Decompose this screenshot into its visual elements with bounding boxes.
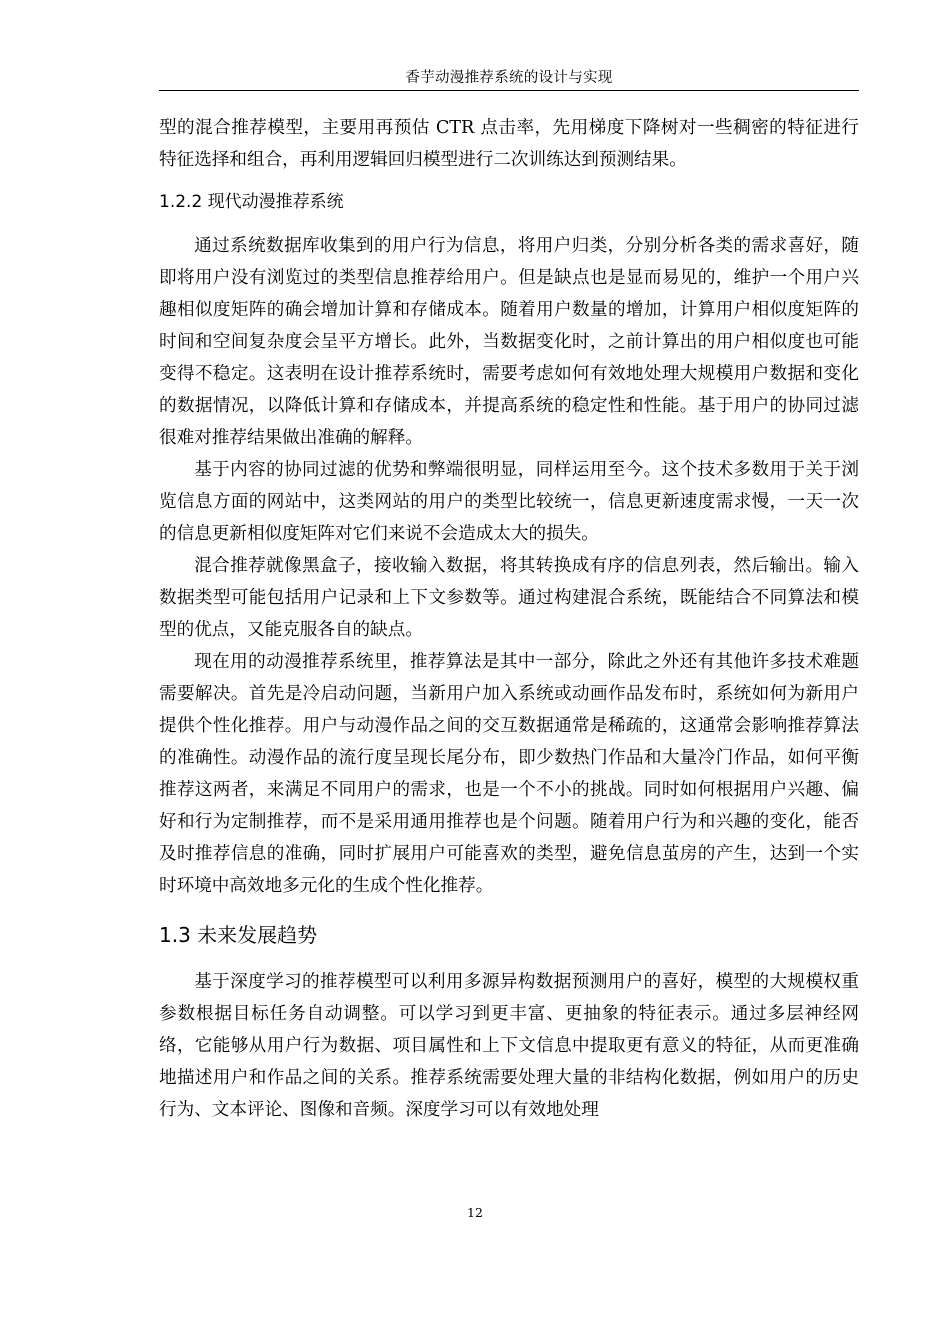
continued-paragraph: 型的混合推荐模型，主要用再预估 CTR 点击率，先用梯度下降树对一些稠密的特征进行特征选择和组合，再利用逻辑回归模型进行二次训练达到预测结果。 bbox=[159, 118, 859, 170]
body-paragraph: 通过系统数据库收集到的用户行为信息，将用户归类，分别分析各类的需求喜好，随即将用户没有浏览过的类型信息推荐给用户。但是缺点也是显而易见的，维护一个用户兴趣相似度矩阵的确会增加计算和存储成本。随着用户数量的增加，计算用户相似度矩阵的时间和空间复杂度会呈平方增长。此外，当数据变化时，之前计算出的用户相似度也可能变得不稳定。这表明在设计推荐系统时，需要考虑如何有效地处理大规模用户数据和变化的数据情况，以降低计算和存储成本，并提高系统的稳定性和性能。基于用户的协同过滤很难对推荐结果做出准确的解释。 bbox=[159, 236, 859, 448]
section-heading-1-2-2: 1.2.2 现代动漫推荐系统 bbox=[159, 192, 344, 212]
running-header: 香芋动漫推荐系统的设计与实现 bbox=[405, 70, 613, 86]
page-body bbox=[159, 112, 859, 1126]
body-paragraph: 现在用的动漫推荐系统里，推荐算法是其中一部分，除此之外还有其他许多技术难题需要解决。首先是冷启动问题，当新用户加入系统或动画作品发布时，系统如何为新用户提供个性化推荐。用户与动漫作品之间的交互数据通常是稀疏的，这通常会影响推荐算法的准确性。动漫作品的流行度呈现长尾分布，即少数热门作品和大量冷门作品，如何平衡推荐这两者，来满足不同用户的需求，也是一个不小的挑战。同时如何根据用户兴趣、偏好和行为定制推荐，而不是采用通用推荐也是个问题。随着用户行为和兴趣的变化，能否及时推荐信息的准确，同时扩展用户可能喜欢的类型，避免信息茧房的产生，达到一个实时环境中高效地多元化的生成个性化推荐。 bbox=[159, 652, 859, 896]
header-rule bbox=[159, 90, 859, 91]
body-paragraph: 基于深度学习的推荐模型可以利用多源异构数据预测用户的喜好，模型的大规模权重参数根据目标任务自动调整。可以学习到更丰富、更抽象的特征表示。通过多层神经网络，它能够从用户行为数据、项目属性和上下文信息中提取更有意义的特征，从而更准确地描述用户和作品之间的关系。推荐系统需要处理大量的非结构化数据，例如用户的历史行为、文本评论、图像和音频。深度学习可以有效地处理 bbox=[159, 972, 859, 1120]
section-heading-1-3: 1.3 未来发展趋势 bbox=[159, 923, 318, 947]
page-number: 12 bbox=[467, 1205, 483, 1220]
body-paragraph: 基于内容的协同过滤的优势和弊端很明显，同样运用至今。这个技术多数用于关于浏览信息方面的网站中，这类网站的用户的类型比较统一，信息更新速度需求慢，一天一次的信息更新相似度矩阵对它们来说不会造成太大的损失。 bbox=[159, 460, 859, 544]
body-paragraph: 混合推荐就像黑盒子，接收输入数据，将其转换成有序的信息列表，然后输出。输入数据类型可能包括用户记录和上下文参数等。通过构建混合系统，既能结合不同算法和模型的优点，又能克服各自的缺点。 bbox=[159, 556, 859, 640]
